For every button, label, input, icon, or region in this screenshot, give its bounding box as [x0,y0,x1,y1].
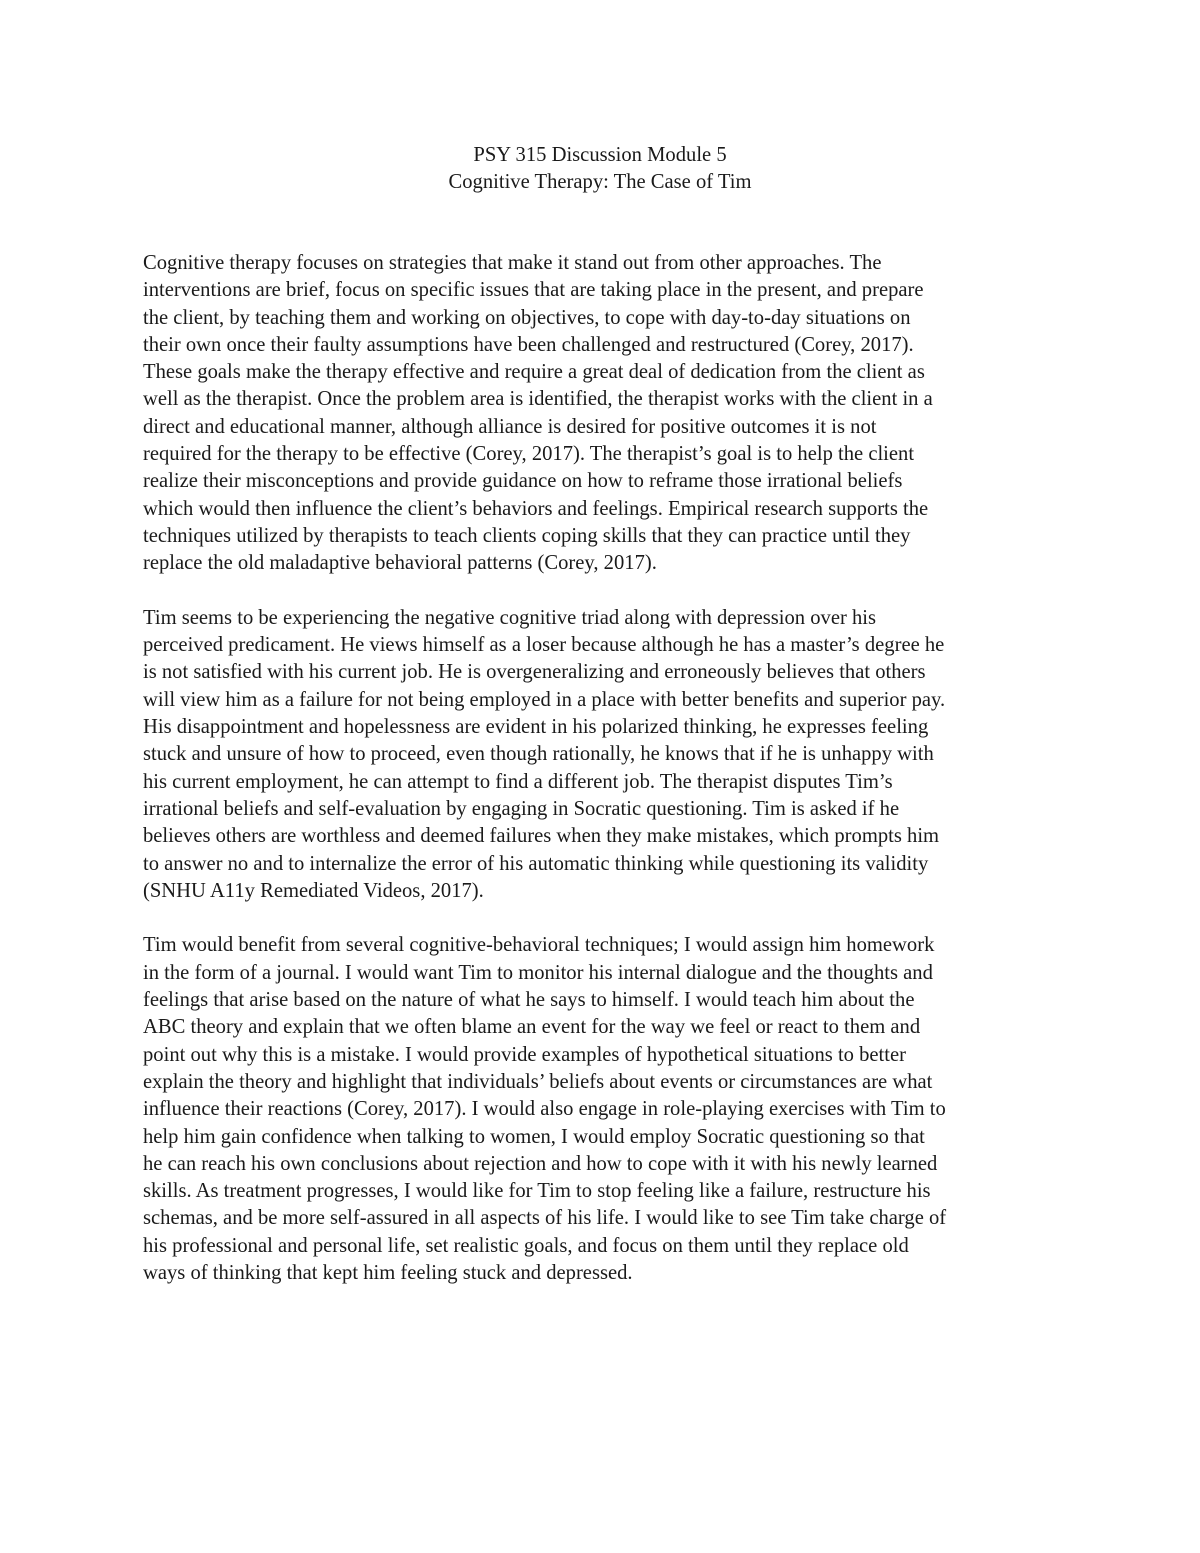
text-line: His disappointment and hopelessness are evident in his polarized thinking, he expresses feeling [143,716,929,739]
text-line: is not satisfied with his current job. He is overgeneralizing and erroneously believes that others [143,661,926,684]
text-line: their own once their faulty assumptions have been challenged and restructured (Corey, 2017). [143,333,914,356]
text-line: help him gain confidence when talking to women, I would employ Socratic questioning so that [143,1125,925,1148]
text-line: ways of thinking that kept him feeling stuck and depressed. [143,1261,633,1284]
text-line: well as the therapist. Once the problem area is identified, the therapist works with the client in a [143,388,933,411]
document-body [143,250,1063,1315]
text-line: point out why this is a mistake. I would provide examples of hypothetical situations to better [143,1043,906,1066]
text-line: will view him as a failure for not being employed in a place with better benefits and superior pay. [143,688,946,711]
text-line: he can reach his own conclusions about rejection and how to cope with it with his newly learned [143,1152,938,1175]
text-line: ABC theory and explain that we often blame an event for the way we feel or react to them and [143,1016,921,1039]
text-line: interventions are brief, focus on specific issues that are taking place in the present, and prepare [143,279,924,302]
text-line: These goals make the therapy effective and require a great deal of dedication from the client as [143,361,925,384]
text-line: stuck and unsure of how to proceed, even though rationally, he knows that if he is unhappy with [143,743,934,766]
text-line: realize their misconceptions and provide guidance on how to reframe those irrational beliefs [143,470,903,493]
text-line: his current employment, he can attempt to find a different job. The therapist disputes Tim’s [143,770,893,793]
text-line: which would then influence the client’s behaviors and feelings. Empirical research supports the [143,497,929,520]
text-line: schemas, and be more self-assured in all aspects of his life. I would like to see Tim take charge of [143,1207,947,1230]
text-line: skills. As treatment progresses, I would like for Tim to stop feeling like a failure, restructure his [143,1180,931,1203]
text-line: Cognitive therapy focuses on strategies that make it stand out from other approaches. The [143,252,882,274]
paragraph-3 [143,932,1063,1287]
text-line: Tim seems to be experiencing the negative cognitive triad along with depression over his [143,606,877,629]
text-line: Tim would benefit from several cognitive-behavioral techniques; I would assign him homework [143,934,935,957]
text-line: the client, by teaching them and working on objectives, to cope with day-to-day situations on [143,306,911,329]
text-line: in the form of a journal. I would want Tim to monitor his internal dialogue and the thoughts and [143,961,933,984]
text-line: to answer no and to internalize the error of his automatic thinking while questioning its validity [143,852,929,875]
text-line: irrational beliefs and self-evaluation by engaging in Socratic questioning. Tim is asked if he [143,797,900,820]
text-line: influence their reactions (Corey, 2017). I would also engage in role-playing exercises with Tim to [143,1098,946,1121]
course-title: PSY 315 Discussion Module 5 [473,144,727,166]
document-subtitle: Cognitive Therapy: The Case of Tim [448,171,752,194]
text-line: (SNHU A11y Remediated Videos, 2017). [143,879,484,902]
text-line: required for the therapy to be effective (Corey, 2017). The therapist’s goal is to help the client [143,443,915,466]
text-line: replace the old maladaptive behavioral patterns (Corey, 2017). [143,552,657,575]
text-line: feelings that arise based on the nature of what he says to himself. I would teach him about the [143,989,915,1012]
text-line: perceived predicament. He views himself as a loser because although he has a master’s degree he [143,634,945,657]
paragraph-2 [143,605,1063,905]
text-line: believes others are worthless and deemed failures when they make mistakes, which prompts him [143,825,940,848]
text-line: direct and educational manner, although alliance is desired for positive outcomes it is not [143,415,877,438]
text-line: techniques utilized by therapists to teach clients coping skills that they can practice until they [143,524,911,547]
text-line: his professional and personal life, set realistic goals, and focus on them until they replace old [143,1234,909,1257]
document-header [0,142,1200,197]
paragraph-1 [143,250,1063,578]
text-line: explain the theory and highlight that individuals’ beliefs about events or circumstances are what [143,1070,933,1093]
